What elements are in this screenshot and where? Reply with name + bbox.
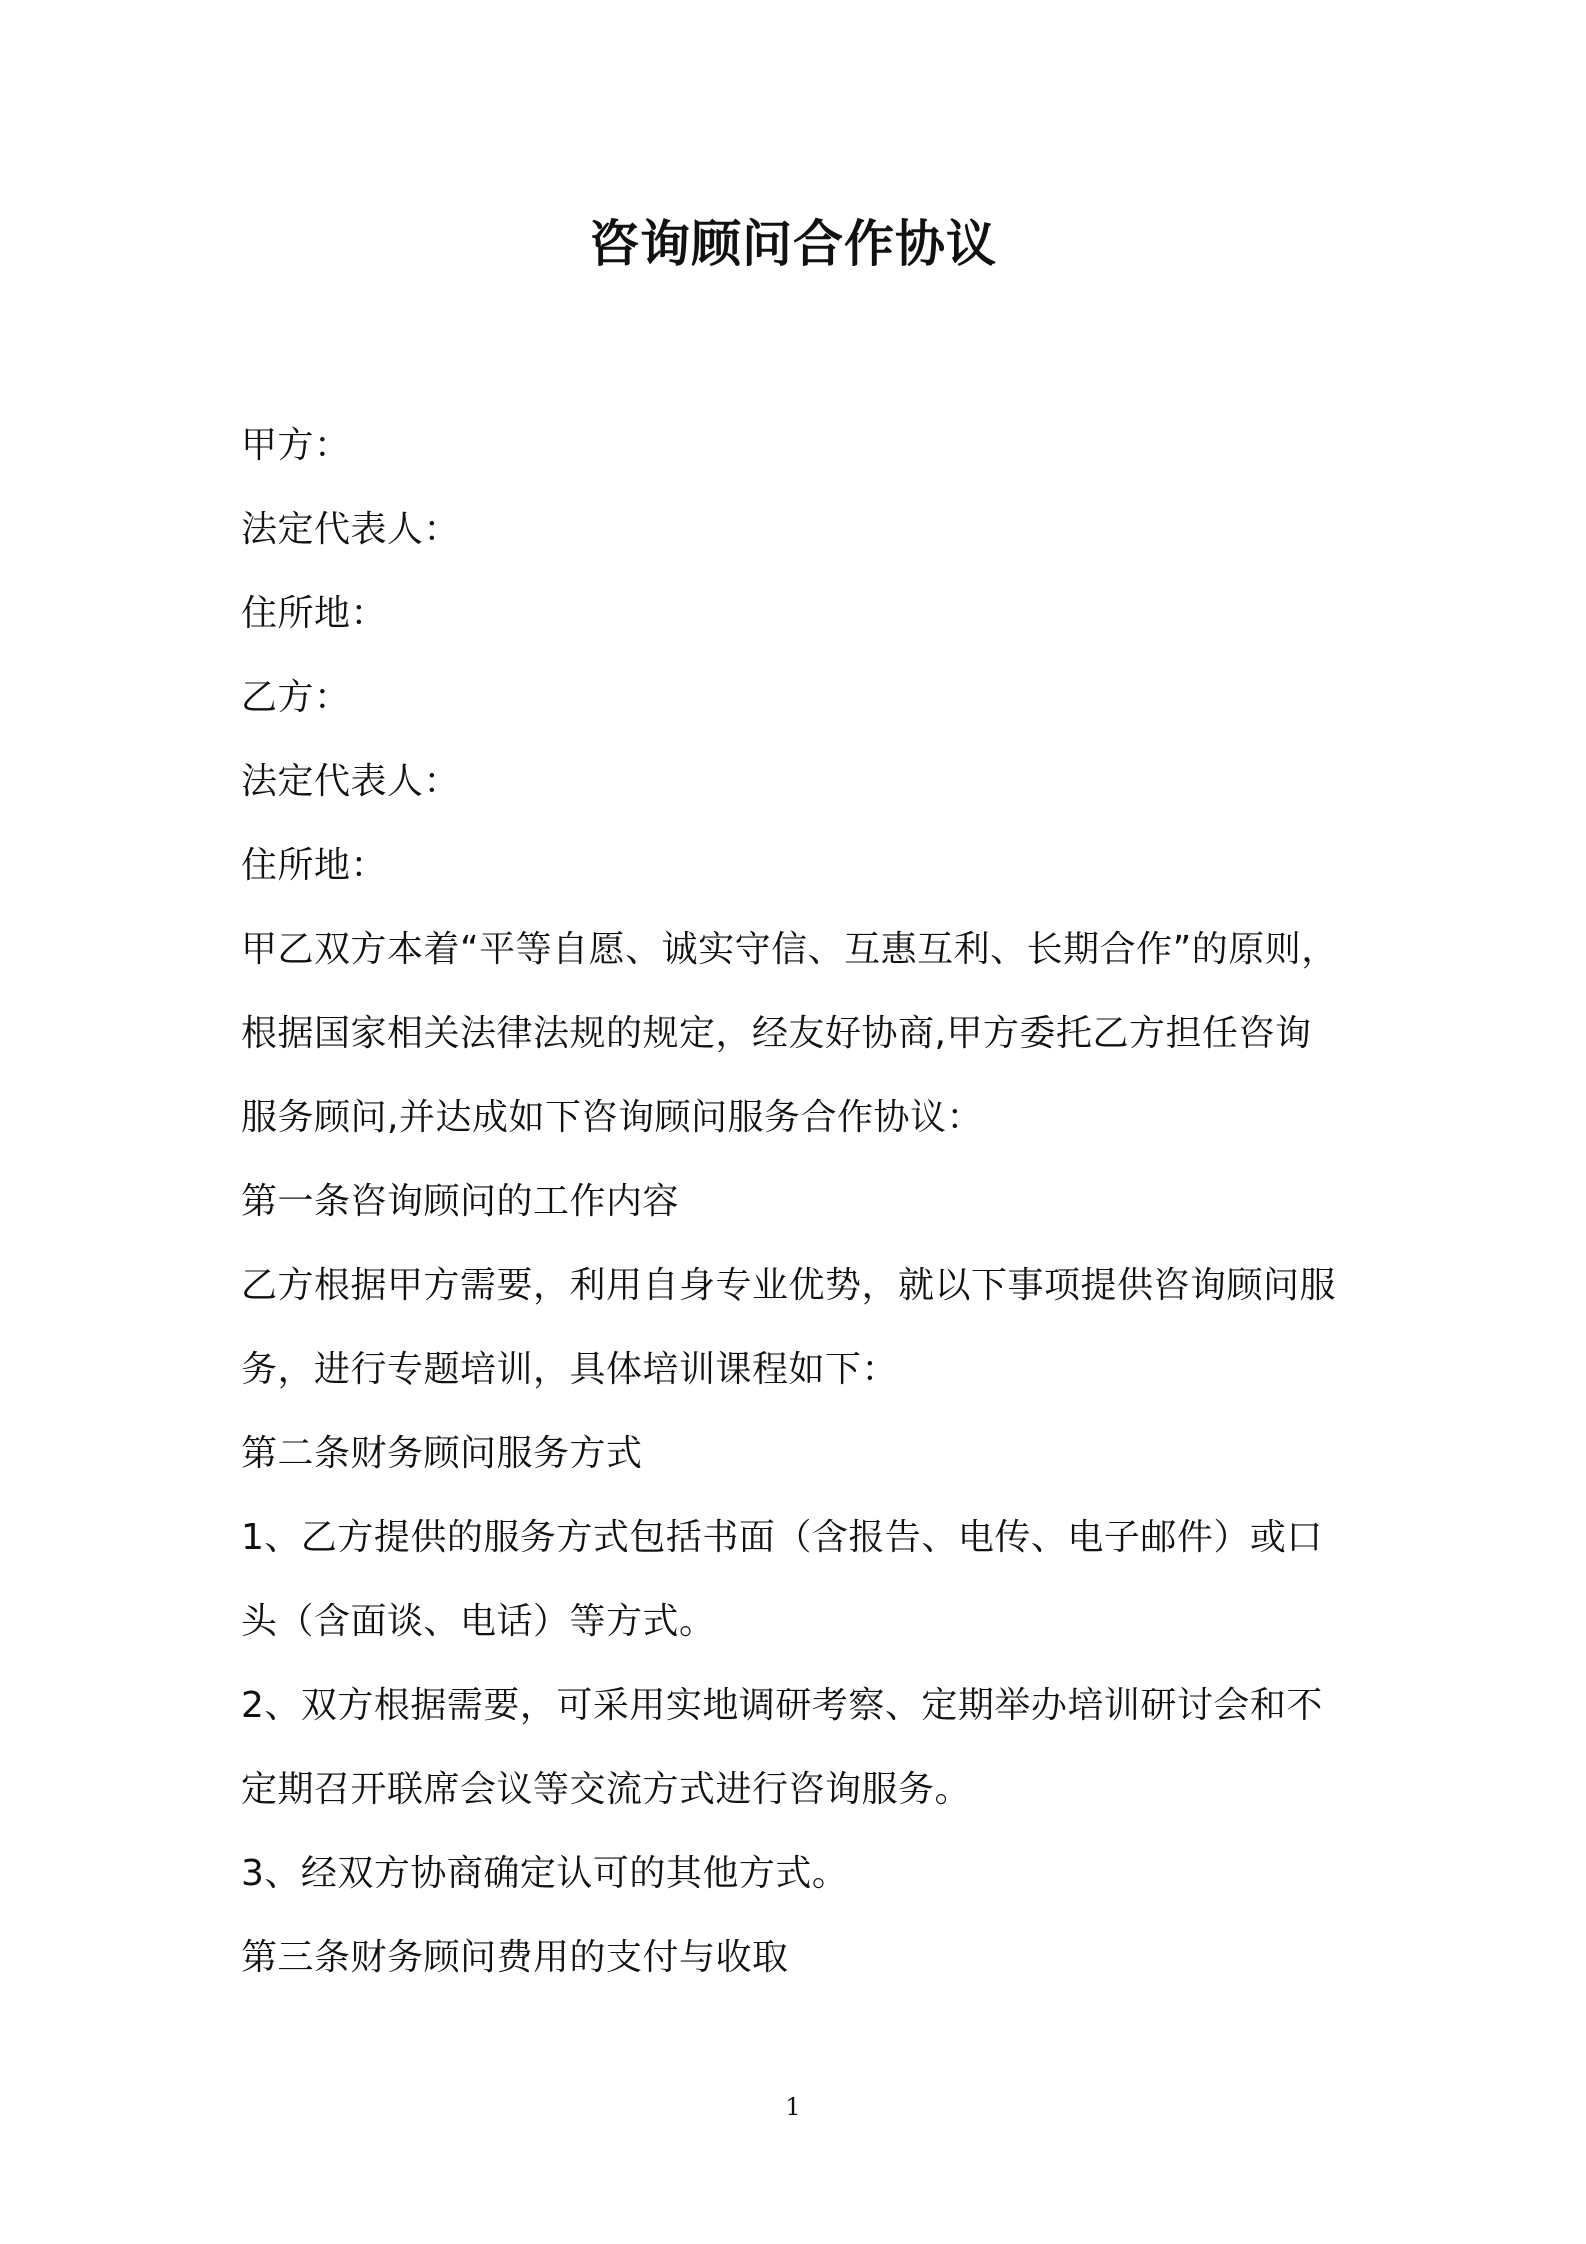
page-number: 1 xyxy=(785,2093,801,2121)
article-3-heading: 第三条财务顾问费用的支付与收取 xyxy=(241,1937,789,1978)
article-1-line-1: 乙方根据甲方需要，利用自身专业优势，就以下事项提供咨询顾问服 xyxy=(241,1265,1337,1306)
party-b-line: 乙方： xyxy=(241,677,351,718)
article-2-item-2-line-1: 2、双方根据需要，可采用实地调研考察、定期举办培训研讨会和不 xyxy=(241,1685,1323,1726)
article-2-item-3: 3、经双方协商确定认可的其他方式。 xyxy=(241,1853,849,1894)
party-a-representative-line: 法定代表人： xyxy=(241,509,461,550)
preamble-line-1: 甲乙双方本着“平等自愿、诚实守信、互惠互利、长期合作”的原则， xyxy=(241,929,1338,970)
article-1-heading: 第一条咨询顾问的工作内容 xyxy=(241,1181,680,1222)
article-2-item-1-line-2: 头（含面谈、电话）等方式。 xyxy=(241,1601,716,1642)
party-a-address-line: 住所地： xyxy=(241,593,388,634)
party-b-representative-line: 法定代表人： xyxy=(241,761,461,802)
article-2-heading: 第二条财务顾问服务方式 xyxy=(241,1433,643,1474)
document-title: 咨询顾问合作协议 xyxy=(589,215,997,273)
party-b-address-line: 住所地： xyxy=(241,845,388,886)
party-a-line: 甲方： xyxy=(241,425,351,466)
document-body xyxy=(241,404,1351,2000)
article-2-item-2-line-2: 定期召开联席会议等交流方式进行咨询服务。 xyxy=(241,1769,972,1810)
preamble-line-2: 根据国家相关法律法规的规定，经友好协商,甲方委托乙方担任咨询 xyxy=(241,1013,1312,1054)
article-2-item-1-line-1: 1、乙方提供的服务方式包括书面（含报告、电传、电子邮件）或口 xyxy=(241,1517,1323,1558)
article-1-line-2: 务，进行专题培训，具体培训课程如下： xyxy=(241,1349,899,1390)
preamble-line-3: 服务顾问,并达成如下咨询顾问服务合作协议： xyxy=(241,1097,983,1138)
